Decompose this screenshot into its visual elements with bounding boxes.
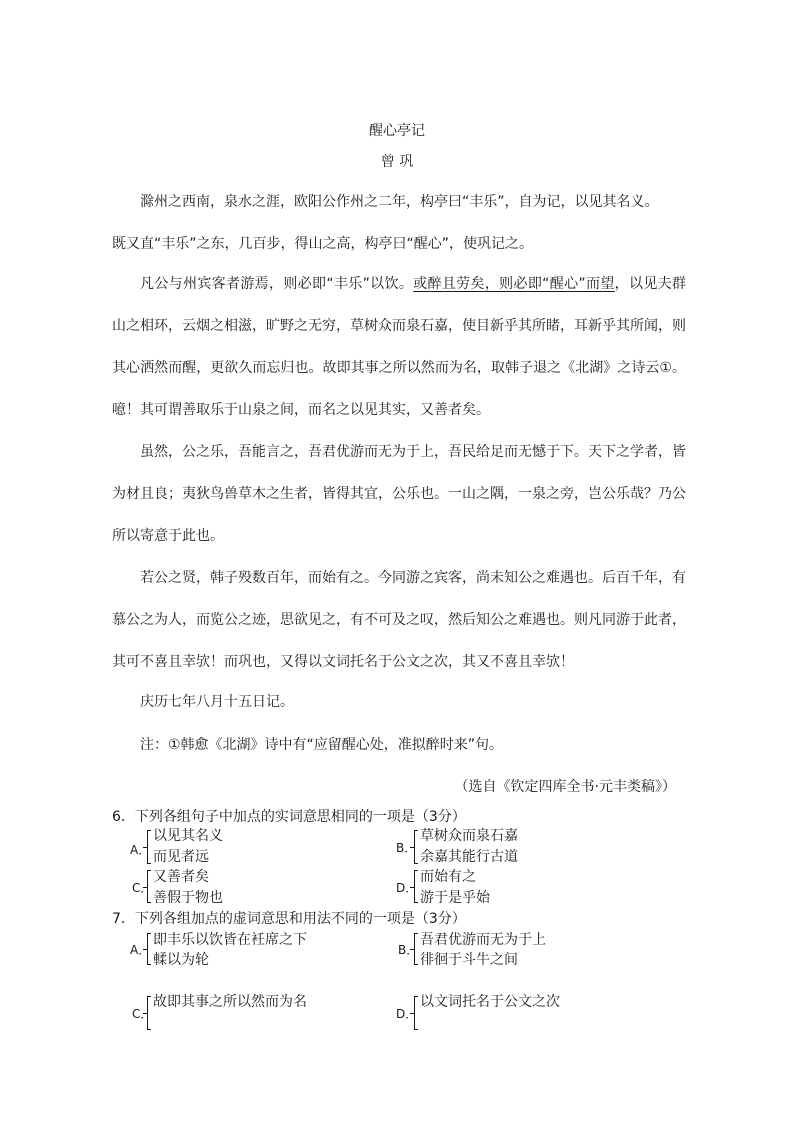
option-line-1: 以文词托名于公文之次 — [420, 994, 560, 1010]
paragraph-2-text-b: ，以见夫群山之相环，云烟之相滋，旷野之无穷，草树众而泉石嘉，使目新乎其所睹，耳新乎其所闻，则其心洒然而醒，更欲久而忘归也。故即其事之所以然而为名，取韩子退之《北湖》之诗云①。噫！其可谓善取乐于山泉之间，而名之以见其实，又善者矣。 — [112, 276, 686, 418]
option-line-2: 徘徊于斗牛之间 — [420, 952, 518, 968]
brace-icon — [147, 830, 152, 864]
brace-icon — [147, 996, 152, 1030]
paragraph-1-line-1: 滁州之西南，泉水之涯，欧阳公作州之二年，构亭曰“丰乐”，自为记，以见其名义。 — [140, 194, 659, 210]
paragraph-3: 虽然，公之乐，吾能言之，吾君优游而无为于上，吾民给足而无憾于下。天下之学者，皆为材且良；夷狄鸟兽草木之生者，皆得其宜，公乐也。一山之隅，一泉之旁，岂公乐哉？乃公所以寄意于此也。 — [112, 444, 686, 544]
source-citation: （选自《钦定四库全书·元丰类稿》） — [454, 779, 676, 795]
brace-icon — [414, 830, 419, 864]
option-line-1: 以见其名义 — [153, 828, 223, 844]
option-line-2: 輮以为轮 — [153, 952, 209, 968]
brace-icon — [414, 870, 419, 903]
option-line-1: 又善者矣 — [153, 869, 209, 885]
option-line-1: 吾君优游而无为于上 — [420, 932, 546, 948]
option-line-1: 草树众而泉石嘉 — [420, 828, 518, 844]
option-label: D． — [396, 881, 418, 895]
option-label: D． — [396, 1007, 418, 1021]
footnote: 注：①韩愈《北湖》诗中有“应留醒心处，准拟醉时来”句。 — [140, 737, 504, 753]
option-line-2: 而见者远 — [153, 849, 209, 865]
paragraph-4: 若公之贤，韩子殁数百年，而始有之。今同游之宾客，尚未知公之难遇也。后百千年，有慕公之为人，而览公之迹，思欲见之，有不可及之叹，然后知公之难遇也。则凡同游于此者，其可不喜且幸欤！而巩也，又得以文词托名于公文之次，其又不喜且幸欤！ — [112, 570, 686, 670]
option-label: B． — [398, 943, 419, 957]
option-label: A． — [130, 943, 151, 957]
essay-author: 曾 巩 — [380, 154, 414, 170]
option-label: C． — [132, 881, 153, 895]
option-line-2: 游于是乎始 — [420, 890, 490, 906]
brace-icon — [414, 933, 419, 965]
brace-icon — [147, 870, 152, 903]
option-line-1: 而始有之 — [420, 869, 476, 885]
paragraph-1-line-2: 既又直“丰乐”之东，几百步，得山之高，构亭曰“醒心”，使巩记之。 — [112, 236, 534, 252]
option-line-2: 善假于物也 — [153, 890, 223, 906]
option-label: A． — [130, 843, 151, 857]
paragraph-2 — [112, 263, 686, 431]
brace-icon — [147, 933, 152, 965]
option-line-1: 故即其事之所以然而为名 — [153, 994, 307, 1010]
question-7-stem: 7．下列各组加点的虚词意思和用法不同的一项是（3分） — [112, 911, 466, 927]
question-6-stem: 6．下列各组句子中加点的实词意思相同的一项是（3分） — [112, 809, 466, 825]
option-label: B． — [396, 841, 417, 855]
essay-title: 醒心亭记 — [369, 123, 425, 139]
brace-icon — [414, 996, 419, 1030]
option-line-1: 即丰乐以饮皆在衽席之下 — [153, 932, 307, 948]
option-label: C． — [132, 1007, 153, 1021]
option-line-2: 余嘉其能行古道 — [420, 849, 518, 865]
underlined-sentence: 或醉且劳矣，则必即“醒心”而望 — [413, 276, 615, 292]
date-line: 庆历七年八月十五日记。 — [140, 694, 294, 710]
paragraph-2-text-a: 凡公与州宾客者游焉，则必即“丰乐”以饮。 — [140, 276, 414, 292]
